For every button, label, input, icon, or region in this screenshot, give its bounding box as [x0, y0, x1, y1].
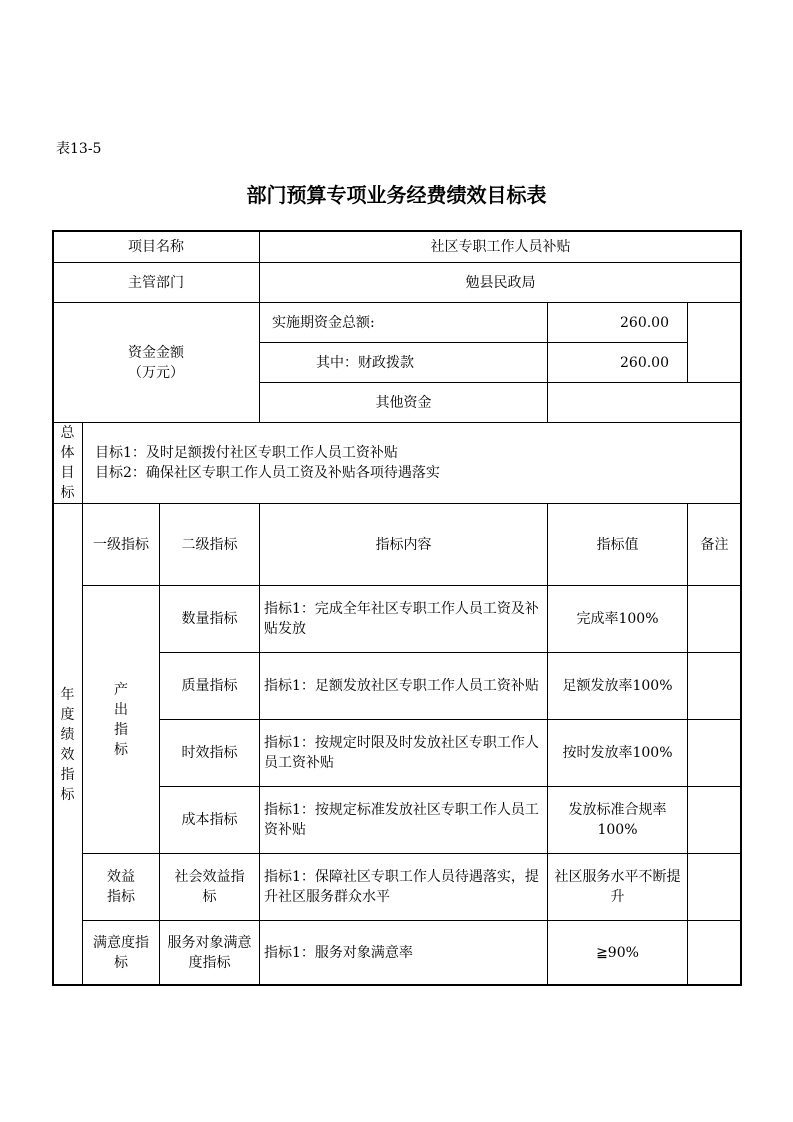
benefit-content: 指标1：保障社区专职工作人员待遇落实，提升社区服务群众水平 [259, 853, 548, 921]
output-label-char: 指 [114, 721, 128, 738]
output-label-char: 出 [114, 701, 128, 718]
table-row-level2: 质量指标 [159, 652, 260, 720]
header-level1: 一级指标 [82, 503, 160, 586]
table-row-level2: 成本指标 [159, 786, 260, 854]
dept-label: 主管部门 [52, 262, 260, 303]
goal-line-2: 目标2：确保社区专职工作人员工资及补贴各项待遇落实 [95, 465, 440, 481]
project-name-label: 项目名称 [52, 230, 260, 263]
goal-label-char: 目 [60, 465, 75, 481]
satisfaction-content: 指标1：服务对象满意率 [259, 920, 548, 986]
project-name-value: 社区专职工作人员补贴 [259, 230, 742, 263]
annual-label-char: 标 [60, 786, 75, 803]
table-row-content: 指标1：完成全年社区专职工作人员工资及补贴发放 [259, 585, 548, 653]
header-remark: 备注 [687, 503, 742, 586]
goal-line-1: 目标1：及时足额拨付社区专职工作人员工资补贴 [95, 445, 398, 461]
table-row-value: 足额发放率100% [547, 652, 688, 720]
page-title: 部门预算专项业务经费绩效目标表 [246, 183, 547, 207]
annual-label-char: 指 [60, 766, 75, 783]
header-level2: 二级指标 [159, 503, 260, 586]
table-row-value: 发放标准合规率100% [547, 786, 688, 854]
output-indicator-label [82, 585, 160, 854]
annual-label-char: 效 [60, 746, 75, 763]
fiscal-funds-label: 其中：财政拨款 [259, 342, 548, 383]
other-funds-value [547, 382, 742, 423]
annual-label-char: 年 [60, 686, 75, 703]
table-row-level2: 数量指标 [159, 585, 260, 653]
satisfaction-remark [687, 920, 742, 986]
overall-goal-content [82, 422, 742, 504]
funds-label-line1: 资金金额 [128, 344, 184, 361]
header-content: 指标内容 [259, 503, 548, 586]
overall-goal-label [52, 422, 83, 504]
table-code: 表13-5 [56, 141, 102, 157]
other-funds-label: 其他资金 [259, 382, 548, 423]
fiscal-funds-value: 260.00 [547, 342, 688, 383]
table-row-remark [687, 585, 742, 653]
table-row-remark [687, 652, 742, 720]
table-row-remark [687, 786, 742, 854]
output-label-char: 产 [114, 681, 128, 698]
table-row-content: 指标1：按规定时限及时发放社区专职工作人员工资补贴 [259, 719, 548, 787]
table-row-level2: 时效指标 [159, 719, 260, 787]
table-row-value: 按时发放率100% [547, 719, 688, 787]
goal-label-char: 标 [60, 485, 75, 501]
table-row-content: 指标1：按规定标准发放社区专职工作人员工资补贴 [259, 786, 548, 854]
benefit-level1: 效益指标 [82, 853, 160, 921]
table-row-remark [687, 719, 742, 787]
annual-label-char: 度 [60, 706, 75, 723]
header-value: 指标值 [547, 503, 688, 586]
table-row-value: 完成率100% [547, 585, 688, 653]
benefit-value: 社区服务水平不断提升 [547, 853, 688, 921]
funds-label-line2: （万元） [128, 364, 184, 381]
total-funds-value: 260.00 [547, 302, 688, 343]
annual-indicator-label [52, 503, 83, 986]
satisfaction-level2: 服务对象满意度指标 [159, 920, 260, 986]
total-funds-label: 实施期资金总额: [259, 302, 548, 343]
funds-remark-cell [687, 302, 742, 383]
benefit-remark [687, 853, 742, 921]
annual-label-char: 绩 [60, 726, 75, 743]
goal-label-char: 体 [60, 445, 75, 461]
goal-label-char: 总 [60, 425, 75, 441]
benefit-level2: 社会效益指标 [159, 853, 260, 921]
table-row-content: 指标1：足额发放社区专职工作人员工资补贴 [259, 652, 548, 720]
dept-value: 勉县民政局 [259, 262, 742, 303]
output-label-char: 标 [114, 741, 128, 758]
satisfaction-level1: 满意度指标 [82, 920, 160, 986]
satisfaction-value: ≧90% [547, 920, 688, 986]
funds-label [52, 302, 260, 423]
